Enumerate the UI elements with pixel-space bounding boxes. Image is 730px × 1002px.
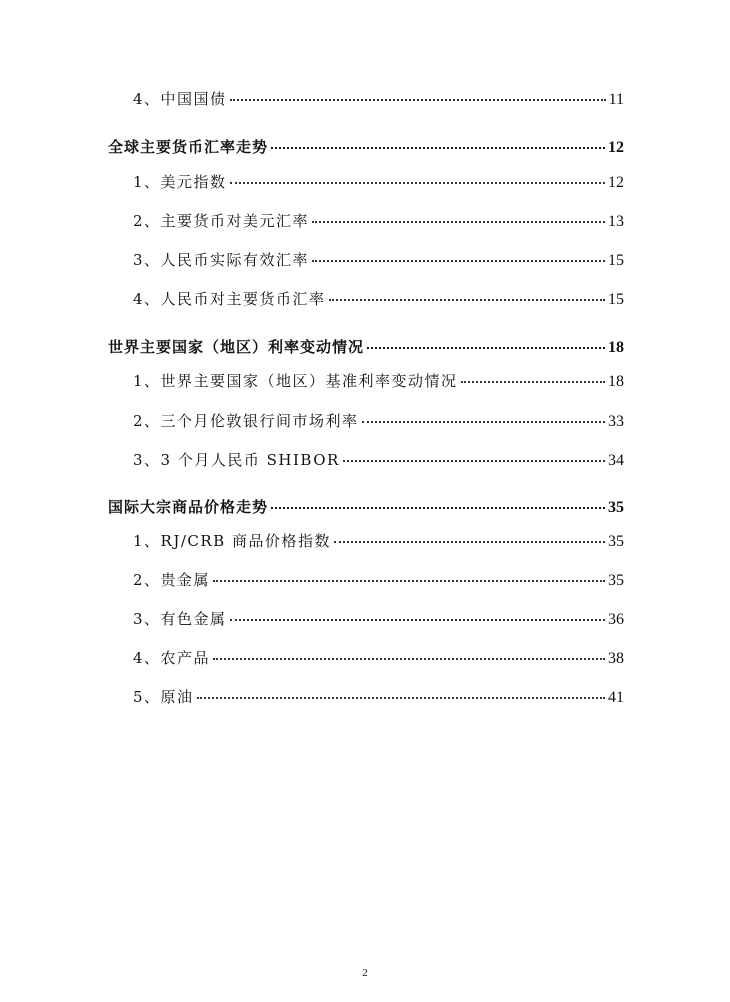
toc-entry-page: 33	[608, 413, 624, 430]
toc-entry-label: 2、三个月伦敦银行间市场利率	[133, 412, 359, 430]
toc-section-page: 18	[608, 339, 624, 356]
toc-entry-label: 1、RJ/CRB 商品价格指数	[133, 532, 331, 550]
toc-entry-libor[interactable]	[133, 411, 624, 432]
toc-section-label: 全球主要货币汇率走势	[108, 138, 269, 156]
toc-entry-precious-metals[interactable]	[133, 570, 624, 591]
toc-entry-page: 18	[608, 373, 624, 390]
toc-entry-label: 3、有色金属	[133, 610, 227, 628]
toc-entry-label: 2、贵金属	[133, 571, 211, 589]
toc-entry-label: 4、农产品	[133, 649, 211, 667]
toc-section-commodities[interactable]	[108, 497, 624, 518]
toc-entry-rmb-reer[interactable]	[133, 250, 624, 271]
dot-leader	[334, 541, 605, 543]
toc-entry-page: 12	[608, 174, 624, 191]
toc-entry-label: 3、3 个月人民币 SHIBOR	[133, 451, 340, 469]
toc-entry-label: 3、人民币实际有效汇率	[133, 251, 310, 269]
toc-entry-label: 1、世界主要国家（地区）基准利率变动情况	[133, 372, 458, 390]
dot-leader	[362, 421, 605, 423]
dot-leader	[329, 299, 605, 301]
toc-entry-page: 11	[608, 91, 624, 108]
toc-entry-agriculture[interactable]	[133, 648, 624, 669]
toc-section-interest-rates[interactable]	[108, 337, 624, 358]
toc-entry-benchmark-rates[interactable]	[133, 371, 624, 392]
toc-entry-rmb-vs-major[interactable]	[133, 289, 624, 310]
page-number: 2	[362, 967, 368, 979]
dot-leader	[461, 381, 605, 383]
dot-leader	[343, 460, 605, 462]
toc-entry-label: 2、主要货币对美元汇率	[133, 212, 310, 230]
toc-entry-shibor[interactable]	[133, 450, 624, 471]
toc-entry-china-bonds[interactable]	[133, 89, 624, 110]
dot-leader	[230, 182, 605, 184]
toc-entry-label: 1、美元指数	[133, 173, 227, 191]
toc-section-label: 世界主要国家（地区）利率变动情况	[108, 338, 365, 356]
toc-entry-crude-oil[interactable]	[133, 687, 624, 708]
toc-section-page: 12	[608, 139, 624, 156]
toc-entry-nonferrous-metals[interactable]	[133, 609, 624, 630]
dot-leader	[213, 580, 605, 582]
dot-leader	[197, 697, 605, 699]
toc-entry-label: 4、人民币对主要货币汇率	[133, 290, 326, 308]
dot-leader	[271, 507, 605, 509]
toc-entry-page: 13	[608, 213, 624, 230]
toc-entry-page: 35	[608, 533, 624, 550]
dot-leader	[213, 658, 605, 660]
toc-entry-label: 5、原油	[133, 688, 194, 706]
dot-leader	[230, 99, 606, 101]
toc-entry-page: 35	[608, 572, 624, 589]
toc-entry-major-vs-usd[interactable]	[133, 211, 624, 232]
dot-leader	[367, 347, 605, 349]
toc-entry-page: 38	[608, 650, 624, 667]
toc-section-page: 35	[608, 499, 624, 516]
toc-entry-page: 15	[608, 252, 624, 269]
dot-leader	[230, 619, 605, 621]
toc-entry-page: 15	[608, 291, 624, 308]
toc-entry-label: 4、中国国债	[133, 90, 227, 108]
toc-entry-page: 34	[608, 452, 624, 469]
toc-entry-page: 41	[608, 689, 624, 706]
dot-leader	[312, 221, 605, 223]
dot-leader	[271, 147, 605, 149]
toc-section-label: 国际大宗商品价格走势	[108, 498, 269, 516]
toc-entry-dollar-index[interactable]	[133, 172, 624, 193]
dot-leader	[312, 260, 605, 262]
toc-section-fx-trends[interactable]	[108, 137, 624, 158]
toc-entry-rj-crb[interactable]	[133, 531, 624, 552]
toc-entry-page: 36	[608, 611, 624, 628]
